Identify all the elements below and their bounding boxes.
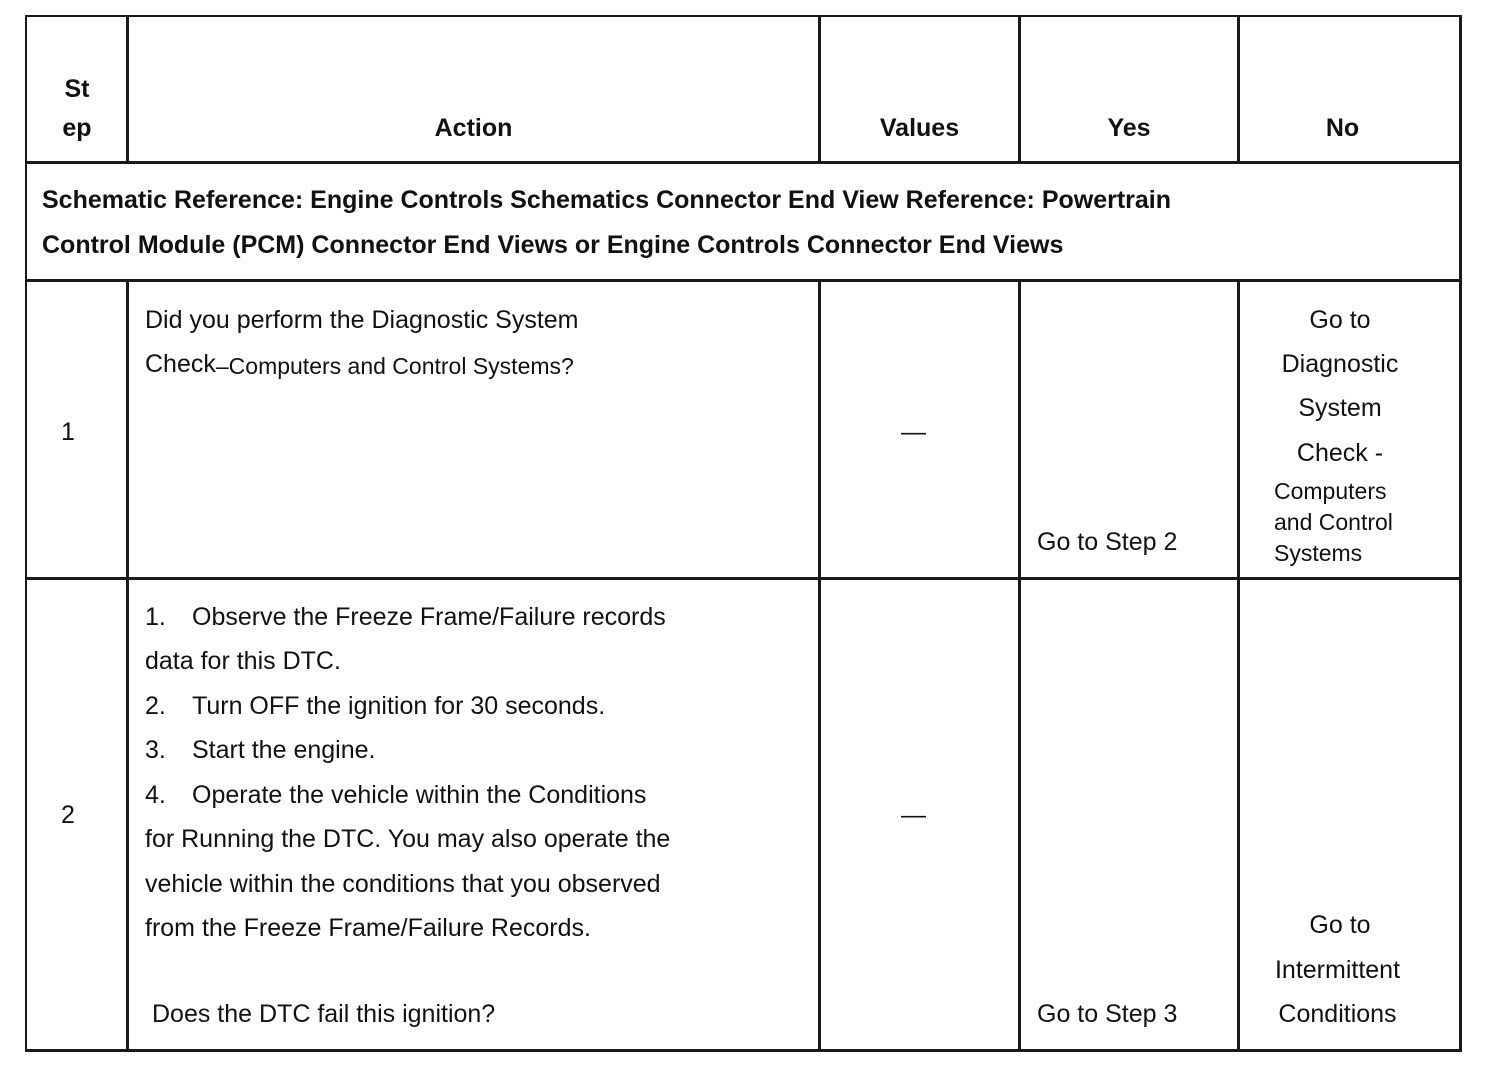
step-2-item: data for this DTC. bbox=[145, 647, 341, 675]
step-1-action-line2: Check–Computers and Control Systems? bbox=[145, 350, 574, 379]
step-1-no-line: Systems bbox=[1274, 540, 1363, 566]
step-2-item: 3. Start the engine. bbox=[145, 736, 376, 764]
header-yes: Yes bbox=[1107, 114, 1151, 142]
schematic-reference-line2: Control Module (PCM) Connector End Views or Engine Controls Connector End Views bbox=[42, 231, 1064, 259]
header-no: No bbox=[1325, 114, 1360, 142]
step-2-item: for Running the DTC. You may also operate the bbox=[145, 825, 671, 853]
step-2-number: 2 bbox=[61, 801, 75, 829]
step-1-no-line: Check - bbox=[1296, 439, 1384, 467]
header-step-line1: St bbox=[64, 75, 90, 103]
reference-divider bbox=[25, 279, 1462, 282]
step-1-yes-link[interactable]: Go to Step 2 bbox=[1037, 528, 1178, 556]
header-values: Values bbox=[879, 114, 960, 142]
header-action: Action bbox=[434, 114, 513, 142]
step-2-no-line: Go to bbox=[1309, 911, 1371, 939]
step-1-no-line: Computers bbox=[1274, 478, 1387, 504]
step-2-yes-link[interactable]: Go to Step 3 bbox=[1037, 1000, 1178, 1028]
step-1-values: — bbox=[901, 418, 926, 446]
step-2-values: — bbox=[901, 801, 926, 829]
row-divider bbox=[25, 577, 1462, 580]
step-2-item: 2. Turn OFF the ignition for 30 seconds. bbox=[145, 692, 606, 720]
step-2-item: from the Freeze Frame/Failure Records. bbox=[145, 914, 591, 942]
step-1-no-line: Go to bbox=[1309, 306, 1371, 334]
step-1-no-line: System bbox=[1298, 394, 1382, 422]
header-divider bbox=[25, 161, 1462, 164]
step-2-item: vehicle within the conditions that you observed bbox=[145, 870, 661, 898]
col-divider-step bbox=[126, 279, 129, 1052]
step-1-no-line: and Control bbox=[1274, 509, 1393, 535]
col-divider-values bbox=[1018, 279, 1021, 1052]
step-1-action-line1: Did you perform the Diagnostic System bbox=[145, 306, 579, 334]
step-2-item: 4. Operate the vehicle within the Conditions bbox=[145, 781, 647, 809]
schematic-reference-line1: Schematic Reference: Engine Controls Schematics Connector End View Reference: Powertrain bbox=[42, 186, 1172, 214]
step-2-no-line: Intermittent bbox=[1274, 956, 1401, 984]
step-1-number: 1 bbox=[61, 418, 75, 446]
step-2-item: 1. Observe the Freeze Frame/Failure records bbox=[145, 603, 666, 631]
step-2-no-line: Conditions bbox=[1278, 1000, 1397, 1028]
header-step-line2: ep bbox=[62, 114, 92, 142]
step-1-no-line: Diagnostic bbox=[1281, 350, 1399, 378]
step-2-question: Does the DTC fail this ignition? bbox=[152, 1000, 496, 1028]
col-divider-action bbox=[818, 279, 821, 1052]
